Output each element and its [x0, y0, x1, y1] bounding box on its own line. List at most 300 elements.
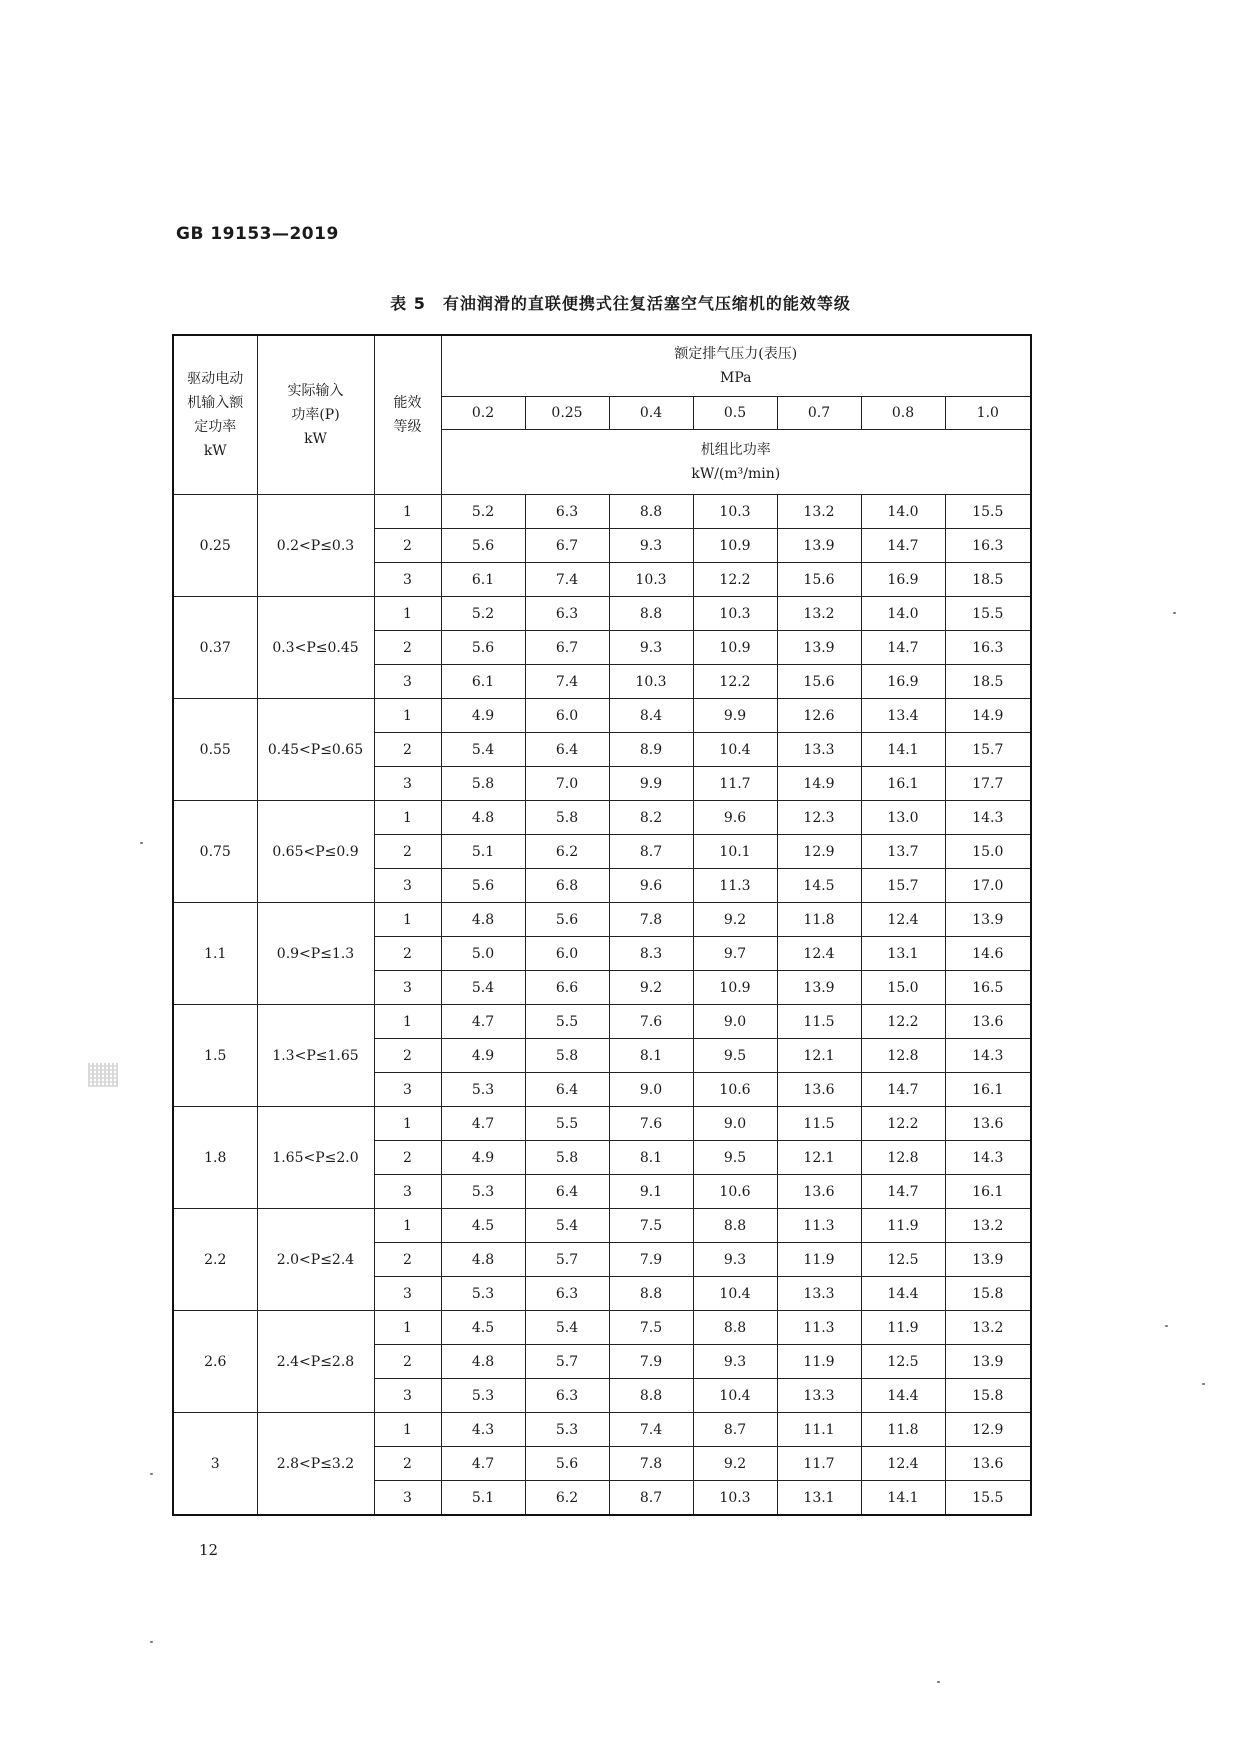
specific-power-cell: 11.8	[777, 903, 861, 937]
specific-power-cell: 11.9	[861, 1311, 945, 1345]
specific-power-cell: 7.6	[609, 1005, 693, 1039]
pressure-value: 0.25	[525, 397, 609, 430]
specific-power-cell: 5.5	[525, 1107, 609, 1141]
specific-power-cell: 6.1	[441, 563, 525, 597]
specific-power-cell: 11.3	[693, 869, 777, 903]
specific-power-cell: 8.8	[693, 1209, 777, 1243]
grade-cell: 3	[374, 1481, 441, 1516]
specific-power-cell: 10.3	[693, 597, 777, 631]
specific-power-cell: 15.5	[945, 495, 1031, 529]
actual-power-range-cell: 0.9<P≤1.3	[257, 903, 374, 1005]
grade-cell: 2	[374, 1447, 441, 1481]
actual-power-range-cell: 2.4<P≤2.8	[257, 1311, 374, 1413]
specific-power-cell: 9.6	[693, 801, 777, 835]
motor-power-cell: 0.75	[173, 801, 257, 903]
grade-cell: 3	[374, 665, 441, 699]
specific-power-cell: 4.5	[441, 1209, 525, 1243]
specific-power-cell: 5.3	[441, 1277, 525, 1311]
table-row	[173, 597, 1031, 631]
specific-power-cell: 6.7	[525, 631, 609, 665]
specific-power-cell: 7.9	[609, 1345, 693, 1379]
pressure-value: 0.8	[861, 397, 945, 430]
specific-power-cell: 4.7	[441, 1107, 525, 1141]
grade-cell: 2	[374, 733, 441, 767]
specific-power-cell: 13.0	[861, 801, 945, 835]
specific-power-cell: 13.6	[945, 1005, 1031, 1039]
specific-power-cell: 5.4	[525, 1311, 609, 1345]
motor-power-cell: 2.2	[173, 1209, 257, 1311]
grade-cell: 1	[374, 699, 441, 733]
specific-power-cell: 7.8	[609, 903, 693, 937]
specific-power-cell: 13.6	[777, 1175, 861, 1209]
specific-power-cell: 7.5	[609, 1209, 693, 1243]
scan-speck	[1173, 612, 1176, 614]
specific-power-cell: 12.2	[861, 1107, 945, 1141]
header-pressure-unit: MPa	[720, 370, 752, 386]
specific-power-cell: 5.4	[441, 733, 525, 767]
specific-power-cell: 9.7	[693, 937, 777, 971]
specific-power-cell: 13.3	[777, 1277, 861, 1311]
specific-power-cell: 11.7	[777, 1447, 861, 1481]
grade-cell: 3	[374, 1379, 441, 1413]
specific-power-cell: 14.3	[945, 1039, 1031, 1073]
table-row	[173, 1107, 1031, 1141]
specific-power-cell: 10.6	[693, 1073, 777, 1107]
specific-power-cell: 12.4	[777, 937, 861, 971]
header-specific-power	[441, 430, 1031, 495]
specific-power-cell: 16.9	[861, 665, 945, 699]
actual-power-range-cell: 0.45<P≤0.65	[257, 699, 374, 801]
actual-power-range-cell: 0.2<P≤0.3	[257, 495, 374, 597]
specific-power-cell: 12.9	[945, 1413, 1031, 1447]
specific-power-cell: 13.4	[861, 699, 945, 733]
grade-cell: 3	[374, 971, 441, 1005]
specific-power-cell: 14.3	[945, 1141, 1031, 1175]
specific-power-cell: 10.9	[693, 631, 777, 665]
grade-cell: 2	[374, 937, 441, 971]
specific-power-cell: 9.1	[609, 1175, 693, 1209]
specific-power-cell: 6.6	[525, 971, 609, 1005]
specific-power-cell: 13.9	[777, 529, 861, 563]
specific-power-cell: 13.6	[777, 1073, 861, 1107]
specific-power-cell: 4.8	[441, 1345, 525, 1379]
specific-power-cell: 14.1	[861, 733, 945, 767]
specific-power-cell: 14.1	[861, 1481, 945, 1516]
specific-power-cell: 10.4	[693, 1277, 777, 1311]
specific-power-cell: 9.9	[609, 767, 693, 801]
specific-power-cell: 5.1	[441, 835, 525, 869]
specific-power-cell: 13.6	[945, 1447, 1031, 1481]
specific-power-cell: 4.8	[441, 801, 525, 835]
page-number: 12	[199, 1541, 219, 1559]
specific-power-cell: 10.9	[693, 971, 777, 1005]
specific-power-cell: 8.9	[609, 733, 693, 767]
specific-power-cell: 10.4	[693, 1379, 777, 1413]
motor-power-cell: 0.55	[173, 699, 257, 801]
specific-power-cell: 16.9	[861, 563, 945, 597]
specific-power-cell: 8.8	[609, 1277, 693, 1311]
grade-cell: 3	[374, 767, 441, 801]
specific-power-cell: 16.3	[945, 529, 1031, 563]
header-actual-power	[257, 335, 374, 495]
specific-power-cell: 12.2	[693, 665, 777, 699]
specific-power-cell: 14.7	[861, 631, 945, 665]
specific-power-cell: 11.3	[777, 1311, 861, 1345]
specific-power-cell: 7.4	[525, 563, 609, 597]
specific-power-cell: 13.2	[945, 1209, 1031, 1243]
specific-power-cell: 14.4	[861, 1379, 945, 1413]
header-actual-power-line: 实际输入	[287, 383, 344, 399]
specific-power-cell: 4.9	[441, 699, 525, 733]
grade-cell: 2	[374, 631, 441, 665]
scan-artifact	[88, 1063, 118, 1087]
table-row	[173, 1209, 1031, 1243]
specific-power-cell: 12.6	[777, 699, 861, 733]
specific-power-cell: 13.3	[777, 1379, 861, 1413]
grade-cell: 1	[374, 597, 441, 631]
specific-power-cell: 5.6	[441, 529, 525, 563]
motor-power-cell: 1.8	[173, 1107, 257, 1209]
specific-power-cell: 8.4	[609, 699, 693, 733]
specific-power-cell: 8.8	[693, 1311, 777, 1345]
specific-power-cell: 6.7	[525, 529, 609, 563]
specific-power-cell: 11.7	[693, 767, 777, 801]
standard-code: GB 19153—2019	[176, 224, 339, 244]
specific-power-cell: 10.4	[693, 733, 777, 767]
specific-power-cell: 9.3	[609, 529, 693, 563]
scan-speck	[150, 1641, 153, 1643]
table-row	[173, 1005, 1031, 1039]
grade-cell: 3	[374, 1175, 441, 1209]
specific-power-cell: 11.9	[777, 1345, 861, 1379]
grade-cell: 2	[374, 529, 441, 563]
specific-power-cell: 7.4	[609, 1413, 693, 1447]
specific-power-cell: 13.3	[777, 733, 861, 767]
header-motor-power-line: 定功率	[194, 419, 237, 435]
specific-power-cell: 5.6	[441, 869, 525, 903]
table-row	[173, 903, 1031, 937]
specific-power-cell: 11.5	[777, 1107, 861, 1141]
header-specific-power-title: 机组比功率	[700, 442, 771, 458]
specific-power-cell: 5.6	[525, 903, 609, 937]
specific-power-cell: 6.2	[525, 835, 609, 869]
specific-power-cell: 14.9	[777, 767, 861, 801]
specific-power-cell: 5.8	[525, 801, 609, 835]
specific-power-cell: 9.2	[693, 1447, 777, 1481]
specific-power-cell: 4.8	[441, 903, 525, 937]
pressure-value: 1.0	[945, 397, 1031, 430]
specific-power-cell: 14.7	[861, 529, 945, 563]
specific-power-cell: 7.6	[609, 1107, 693, 1141]
specific-power-cell: 13.6	[945, 1107, 1031, 1141]
specific-power-cell: 4.5	[441, 1311, 525, 1345]
specific-power-cell: 8.8	[609, 495, 693, 529]
specific-power-cell: 9.3	[693, 1345, 777, 1379]
actual-power-range-cell: 0.3<P≤0.45	[257, 597, 374, 699]
specific-power-cell: 13.9	[945, 1243, 1031, 1277]
specific-power-cell: 11.3	[777, 1209, 861, 1243]
specific-power-cell: 10.6	[693, 1175, 777, 1209]
specific-power-cell: 15.8	[945, 1379, 1031, 1413]
specific-power-cell: 12.5	[861, 1345, 945, 1379]
actual-power-range-cell: 0.65<P≤0.9	[257, 801, 374, 903]
grade-cell: 2	[374, 1141, 441, 1175]
specific-power-cell: 12.8	[861, 1039, 945, 1073]
pressure-value: 0.7	[777, 397, 861, 430]
specific-power-cell: 9.0	[693, 1107, 777, 1141]
header-specific-power-unit: kW/(m³/min)	[691, 466, 781, 482]
specific-power-cell: 13.9	[945, 1345, 1031, 1379]
header-actual-power-line: 功率(P)	[291, 407, 340, 423]
specific-power-cell: 12.4	[861, 903, 945, 937]
grade-cell: 1	[374, 1107, 441, 1141]
specific-power-cell: 11.8	[861, 1413, 945, 1447]
specific-power-cell: 5.3	[441, 1175, 525, 1209]
grade-cell: 2	[374, 1039, 441, 1073]
specific-power-cell: 8.2	[609, 801, 693, 835]
specific-power-cell: 13.2	[777, 495, 861, 529]
header-grade-line: 等级	[393, 419, 422, 435]
specific-power-cell: 11.9	[861, 1209, 945, 1243]
specific-power-cell: 5.7	[525, 1345, 609, 1379]
specific-power-cell: 5.1	[441, 1481, 525, 1516]
specific-power-cell: 13.9	[945, 903, 1031, 937]
specific-power-cell: 9.0	[693, 1005, 777, 1039]
specific-power-cell: 9.2	[693, 903, 777, 937]
specific-power-cell: 14.9	[945, 699, 1031, 733]
specific-power-cell: 7.8	[609, 1447, 693, 1481]
specific-power-cell: 12.2	[693, 563, 777, 597]
motor-power-cell: 0.37	[173, 597, 257, 699]
specific-power-cell: 16.3	[945, 631, 1031, 665]
specific-power-cell: 5.8	[441, 767, 525, 801]
specific-power-cell: 15.6	[777, 563, 861, 597]
pressure-value: 0.4	[609, 397, 693, 430]
specific-power-cell: 11.1	[777, 1413, 861, 1447]
specific-power-cell: 17.7	[945, 767, 1031, 801]
specific-power-cell: 8.1	[609, 1039, 693, 1073]
specific-power-cell: 7.5	[609, 1311, 693, 1345]
header-pressure	[441, 335, 1031, 397]
specific-power-cell: 6.4	[525, 1073, 609, 1107]
header-motor-power-unit: kW	[203, 443, 227, 459]
specific-power-cell: 5.3	[441, 1073, 525, 1107]
actual-power-range-cell: 2.0<P≤2.4	[257, 1209, 374, 1311]
grade-cell: 2	[374, 1243, 441, 1277]
specific-power-cell: 6.4	[525, 733, 609, 767]
grade-cell: 3	[374, 869, 441, 903]
specific-power-cell: 5.3	[525, 1413, 609, 1447]
specific-power-cell: 10.1	[693, 835, 777, 869]
specific-power-cell: 4.7	[441, 1005, 525, 1039]
grade-cell: 2	[374, 1345, 441, 1379]
specific-power-cell: 6.1	[441, 665, 525, 699]
specific-power-cell: 6.4	[525, 1175, 609, 1209]
grade-cell: 1	[374, 1413, 441, 1447]
grade-cell: 3	[374, 1277, 441, 1311]
specific-power-cell: 13.2	[945, 1311, 1031, 1345]
specific-power-cell: 5.4	[525, 1209, 609, 1243]
specific-power-cell: 6.8	[525, 869, 609, 903]
specific-power-cell: 13.2	[777, 597, 861, 631]
grade-cell: 1	[374, 903, 441, 937]
specific-power-cell: 6.3	[525, 1277, 609, 1311]
specific-power-cell: 10.9	[693, 529, 777, 563]
table-row	[173, 699, 1031, 733]
specific-power-cell: 8.8	[609, 1379, 693, 1413]
specific-power-cell: 15.8	[945, 1277, 1031, 1311]
motor-power-cell: 3	[173, 1413, 257, 1516]
actual-power-range-cell: 1.3<P≤1.65	[257, 1005, 374, 1107]
table-row	[173, 801, 1031, 835]
specific-power-cell: 6.3	[525, 1379, 609, 1413]
specific-power-cell: 14.7	[861, 1073, 945, 1107]
specific-power-cell: 9.3	[693, 1243, 777, 1277]
specific-power-cell: 4.8	[441, 1243, 525, 1277]
specific-power-cell: 6.0	[525, 699, 609, 733]
header-motor-power-line: 机输入额	[187, 395, 244, 411]
grade-cell: 2	[374, 835, 441, 869]
specific-power-cell: 10.3	[693, 1481, 777, 1516]
specific-power-cell: 13.1	[777, 1481, 861, 1516]
specific-power-cell: 5.4	[441, 971, 525, 1005]
specific-power-cell: 15.0	[861, 971, 945, 1005]
specific-power-cell: 12.1	[777, 1039, 861, 1073]
grade-cell: 1	[374, 801, 441, 835]
specific-power-cell: 12.1	[777, 1141, 861, 1175]
specific-power-cell: 9.2	[609, 971, 693, 1005]
specific-power-cell: 16.5	[945, 971, 1031, 1005]
specific-power-cell: 10.3	[609, 665, 693, 699]
specific-power-cell: 4.7	[441, 1447, 525, 1481]
specific-power-cell: 9.3	[609, 631, 693, 665]
grade-cell: 1	[374, 1209, 441, 1243]
grade-cell: 1	[374, 1005, 441, 1039]
motor-power-cell: 1.5	[173, 1005, 257, 1107]
specific-power-cell: 13.7	[861, 835, 945, 869]
specific-power-cell: 13.9	[777, 971, 861, 1005]
specific-power-cell: 7.4	[525, 665, 609, 699]
specific-power-cell: 8.8	[609, 597, 693, 631]
specific-power-cell: 15.7	[861, 869, 945, 903]
specific-power-cell: 8.7	[609, 1481, 693, 1516]
specific-power-cell: 14.4	[861, 1277, 945, 1311]
specific-power-cell: 10.3	[609, 563, 693, 597]
scan-speck	[1165, 1325, 1168, 1327]
pressure-value: 0.2	[441, 397, 525, 430]
specific-power-cell: 5.3	[441, 1379, 525, 1413]
specific-power-cell: 6.2	[525, 1481, 609, 1516]
specific-power-cell: 5.7	[525, 1243, 609, 1277]
motor-power-cell: 0.25	[173, 495, 257, 597]
specific-power-cell: 4.3	[441, 1413, 525, 1447]
specific-power-cell: 15.0	[945, 835, 1031, 869]
actual-power-range-cell: 1.65<P≤2.0	[257, 1107, 374, 1209]
specific-power-cell: 9.5	[693, 1141, 777, 1175]
specific-power-cell: 18.5	[945, 665, 1031, 699]
specific-power-cell: 5.6	[441, 631, 525, 665]
specific-power-cell: 12.5	[861, 1243, 945, 1277]
table-row	[173, 1413, 1031, 1447]
header-actual-power-unit: kW	[304, 431, 327, 447]
specific-power-cell: 5.2	[441, 597, 525, 631]
specific-power-cell: 15.6	[777, 665, 861, 699]
grade-cell: 1	[374, 495, 441, 529]
specific-power-cell: 14.7	[861, 1175, 945, 1209]
actual-power-range-cell: 2.8<P≤3.2	[257, 1413, 374, 1516]
pressure-value: 0.5	[693, 397, 777, 430]
specific-power-cell: 11.9	[777, 1243, 861, 1277]
specific-power-cell: 18.5	[945, 563, 1031, 597]
grade-cell: 1	[374, 1311, 441, 1345]
specific-power-cell: 14.0	[861, 495, 945, 529]
table-row	[173, 1311, 1031, 1345]
specific-power-cell: 16.1	[861, 767, 945, 801]
specific-power-cell: 8.3	[609, 937, 693, 971]
specific-power-cell: 15.5	[945, 597, 1031, 631]
specific-power-cell: 9.9	[693, 699, 777, 733]
header-pressure-title: 额定排气压力(表压)	[674, 346, 798, 362]
specific-power-cell: 12.8	[861, 1141, 945, 1175]
table-caption: 表 5 有油润滑的直联便携式往复活塞空气压缩机的能效等级	[390, 294, 851, 313]
specific-power-cell: 11.5	[777, 1005, 861, 1039]
table-body	[173, 495, 1031, 1516]
specific-power-cell: 5.8	[525, 1039, 609, 1073]
specific-power-cell: 5.8	[525, 1141, 609, 1175]
specific-power-cell: 8.7	[693, 1413, 777, 1447]
specific-power-cell: 14.3	[945, 801, 1031, 835]
specific-power-cell: 7.0	[525, 767, 609, 801]
specific-power-cell: 6.0	[525, 937, 609, 971]
specific-power-cell: 6.3	[525, 597, 609, 631]
header-grade-line: 能效	[393, 395, 422, 411]
grade-cell: 3	[374, 563, 441, 597]
specific-power-cell: 16.1	[945, 1175, 1031, 1209]
specific-power-cell: 8.1	[609, 1141, 693, 1175]
specific-power-cell: 17.0	[945, 869, 1031, 903]
specific-power-cell: 14.5	[777, 869, 861, 903]
specific-power-cell: 12.2	[861, 1005, 945, 1039]
specific-power-cell: 10.3	[693, 495, 777, 529]
specific-power-cell: 9.5	[693, 1039, 777, 1073]
specific-power-cell: 7.9	[609, 1243, 693, 1277]
specific-power-cell: 12.4	[861, 1447, 945, 1481]
grade-cell: 3	[374, 1073, 441, 1107]
header-motor-power	[173, 335, 257, 495]
scan-speck	[140, 842, 143, 844]
table-row	[173, 495, 1031, 529]
specific-power-cell: 8.7	[609, 835, 693, 869]
motor-power-cell: 1.1	[173, 903, 257, 1005]
specific-power-cell: 15.5	[945, 1481, 1031, 1516]
header-motor-power-line: 驱动电动	[187, 371, 244, 387]
specific-power-cell: 15.7	[945, 733, 1031, 767]
specific-power-cell: 4.9	[441, 1039, 525, 1073]
specific-power-cell: 14.6	[945, 937, 1031, 971]
scan-speck	[1202, 1383, 1205, 1385]
specific-power-cell: 14.0	[861, 597, 945, 631]
energy-efficiency-table	[172, 334, 1032, 1516]
scan-speck	[937, 1681, 940, 1683]
header-grade	[374, 335, 441, 495]
specific-power-cell: 5.0	[441, 937, 525, 971]
specific-power-cell: 4.9	[441, 1141, 525, 1175]
specific-power-cell: 13.9	[777, 631, 861, 665]
motor-power-cell: 2.6	[173, 1311, 257, 1413]
specific-power-cell: 6.3	[525, 495, 609, 529]
scan-speck	[150, 1473, 153, 1475]
specific-power-cell: 16.1	[945, 1073, 1031, 1107]
